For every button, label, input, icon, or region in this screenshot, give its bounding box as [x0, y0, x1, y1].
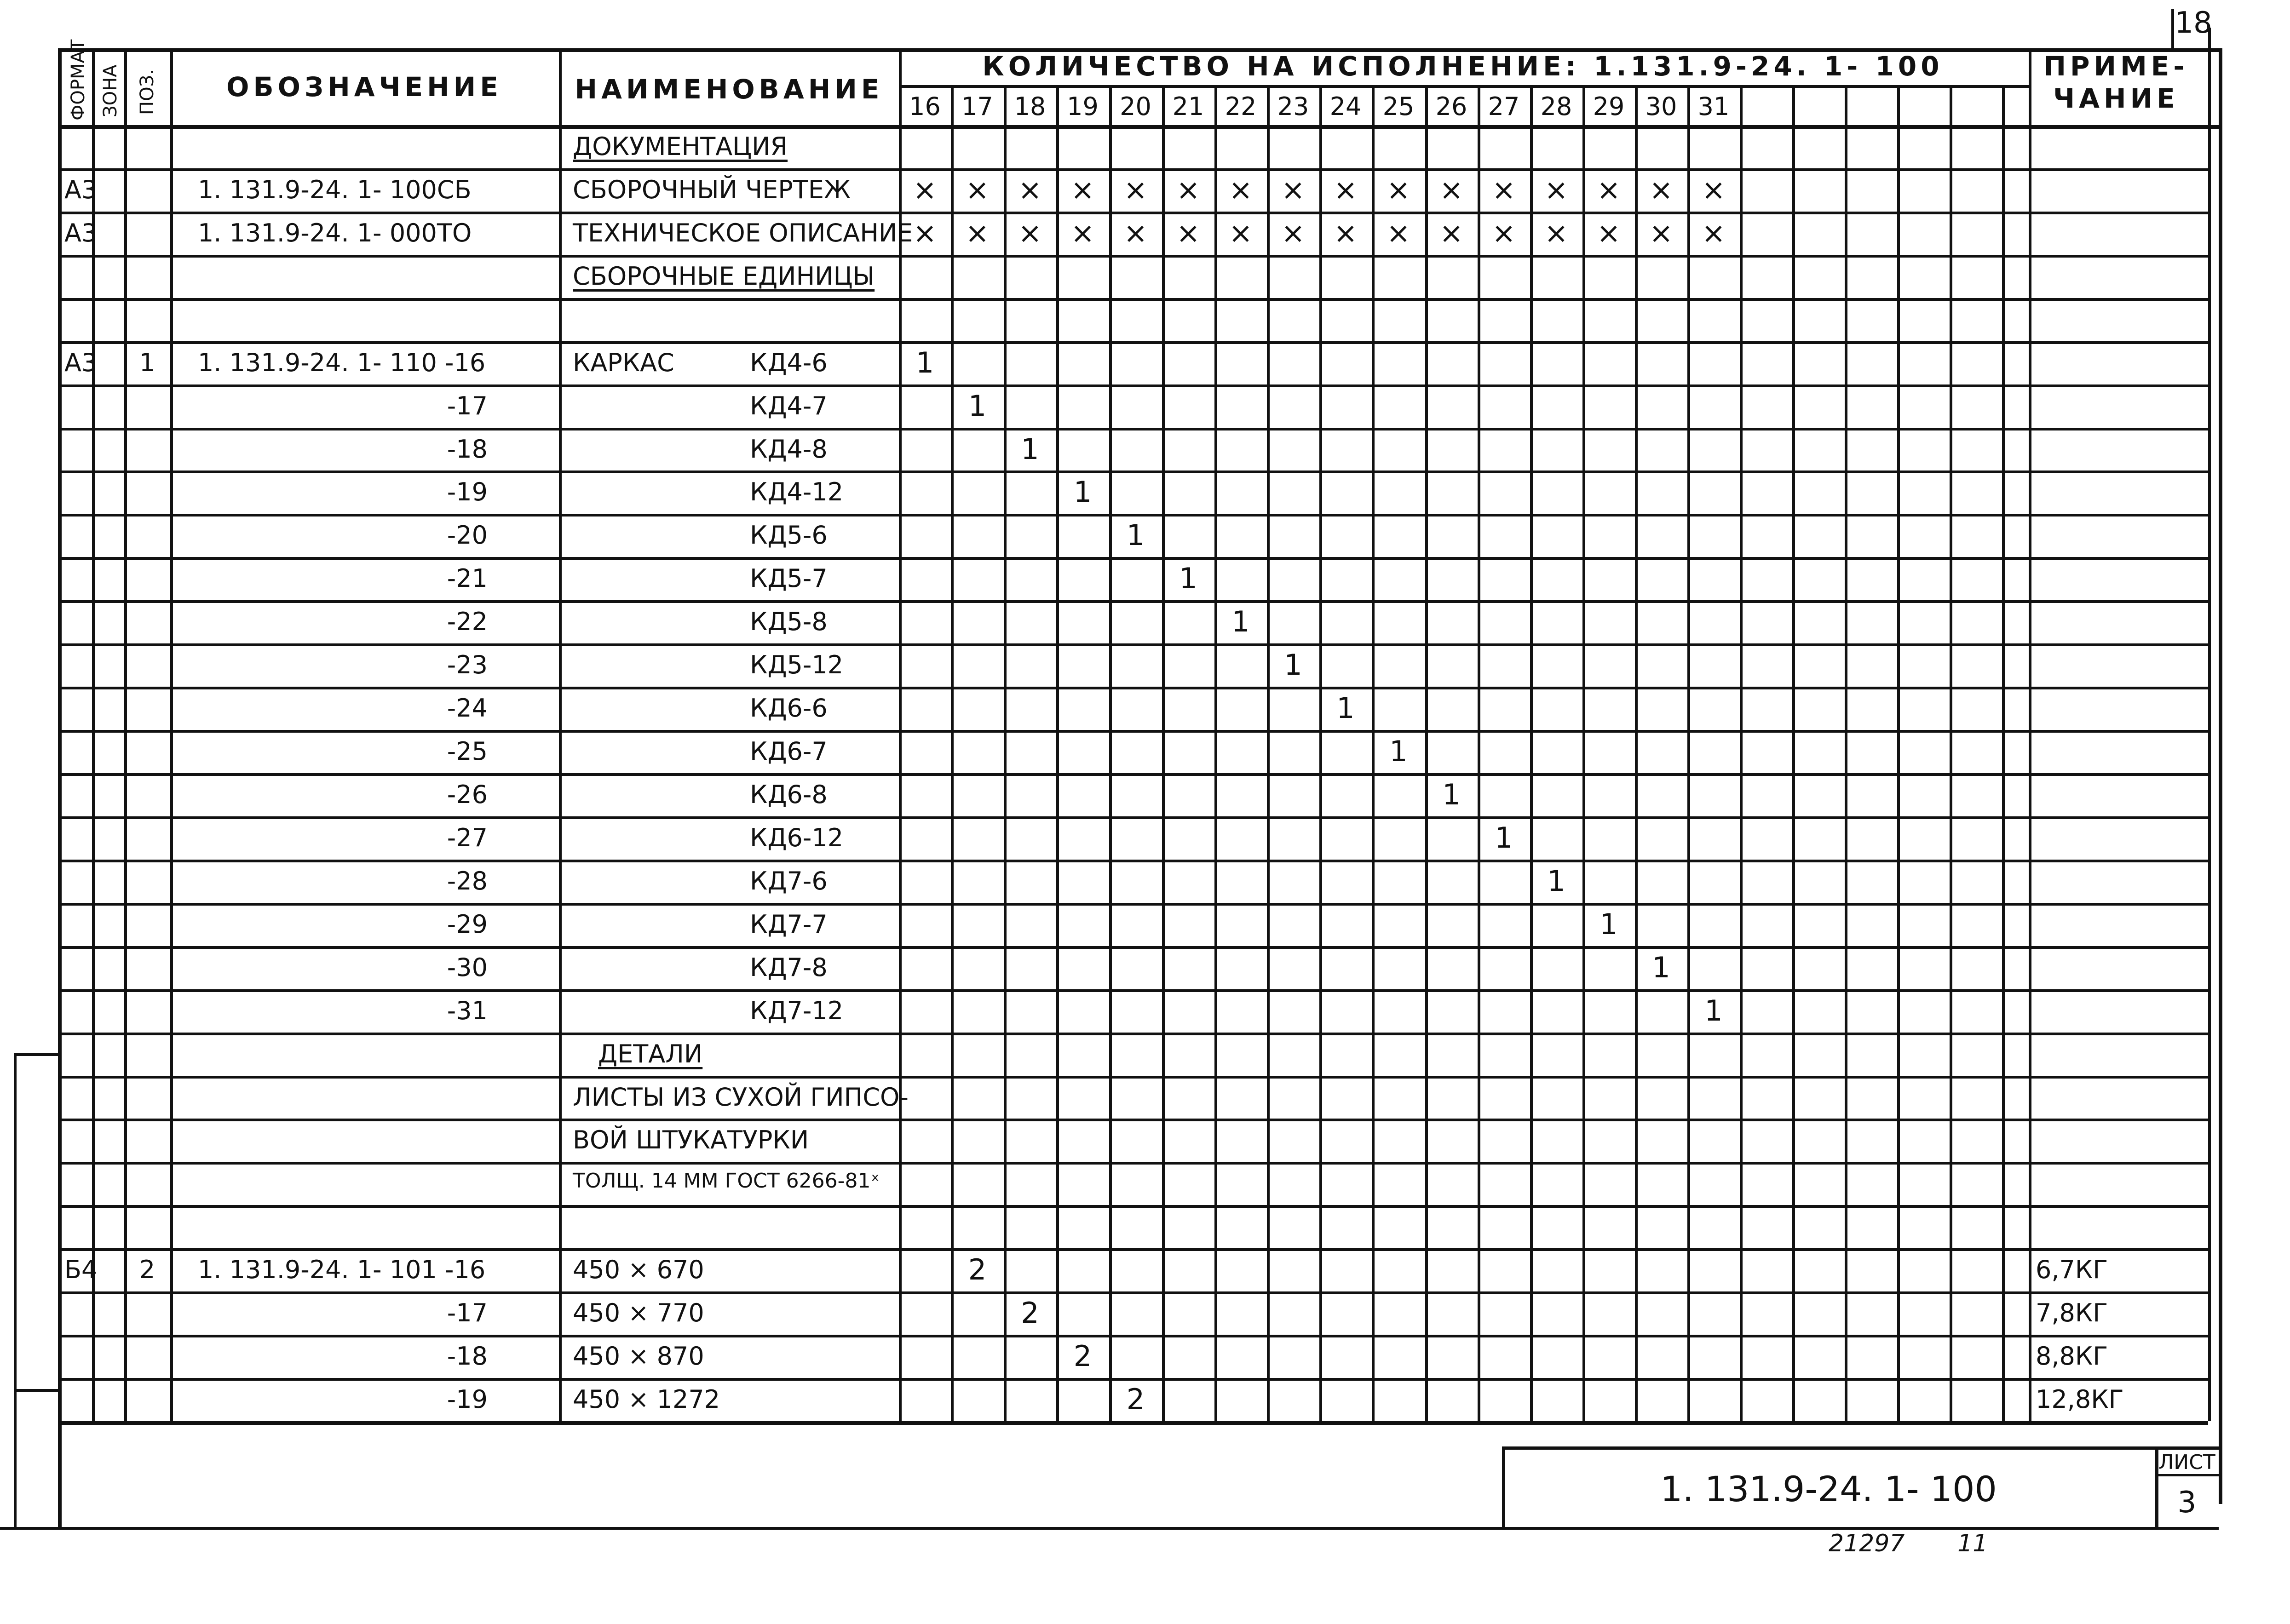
variant-column-header: 22	[1225, 92, 1257, 121]
mark-cross: ×	[1281, 172, 1305, 207]
variant-column-header: 21	[1172, 92, 1204, 121]
row-designation-suffix: -28	[447, 866, 488, 895]
quantity-value: 1	[1021, 432, 1039, 466]
mark-cross: ×	[1334, 172, 1358, 207]
row-designation-suffix: -17	[447, 1298, 488, 1328]
mark-cross: ×	[1387, 216, 1410, 250]
quantity-value: 1	[1126, 518, 1145, 552]
row-divider	[58, 989, 2208, 992]
variant-column-header: 20	[1120, 92, 1151, 121]
row-name-code: КД4-8	[750, 434, 828, 464]
quantity-value: 1	[1495, 821, 1513, 855]
row-name: КАРКАС	[573, 348, 674, 377]
grid-line-vertical	[1004, 85, 1007, 1421]
mark-cross: ×	[1018, 216, 1042, 250]
row-designation-suffix: -26	[447, 780, 488, 809]
row-name-code: КД7-12	[750, 996, 844, 1025]
quantity-value: 1	[1179, 562, 1197, 596]
row-name-code: КД6-7	[750, 737, 828, 766]
grid-line-vertical	[1792, 85, 1795, 1421]
frame-right-line	[2219, 48, 2222, 1504]
row-name: 450 × 670	[573, 1255, 704, 1285]
row-name-code: КД6-8	[750, 780, 828, 809]
row-divider	[58, 946, 2208, 949]
mark-cross: ×	[1439, 216, 1463, 250]
footer-code: 21297	[1829, 1530, 1905, 1557]
mark-cross: ×	[965, 216, 990, 250]
quantity-value: 1	[915, 345, 934, 379]
mark-cross: ×	[1492, 172, 1516, 207]
quantity-value: 1	[1547, 864, 1565, 898]
row-divider	[58, 168, 2208, 171]
mark-cross: ×	[1334, 216, 1358, 250]
variant-column-header: 27	[1488, 92, 1520, 121]
mark-cross: ×	[1649, 172, 1673, 207]
variant-column-header: 28	[1540, 92, 1572, 121]
row-designation-suffix: -30	[447, 953, 488, 982]
mark-cross: ×	[1281, 216, 1305, 250]
row-designation: 1. 131.9-24. 1- 101 -16	[198, 1255, 486, 1285]
quantity-value: 1	[1073, 475, 1092, 509]
header-note-line1: ПРИМЕ-	[2043, 51, 2189, 82]
mark-cross: ×	[1544, 172, 1568, 207]
quantity-value: 1	[1389, 735, 1408, 769]
grid-line-vertical	[1740, 85, 1743, 1421]
quantity-value: 1	[1231, 605, 1250, 639]
variant-column-header: 30	[1645, 92, 1677, 121]
frame-left-line	[58, 48, 62, 1527]
row-divider	[58, 600, 2208, 603]
row-divider	[58, 1162, 2208, 1165]
row-divider	[58, 1033, 2208, 1035]
row-name-code: КД4-6	[750, 348, 828, 377]
row-designation-suffix: -19	[447, 1385, 488, 1414]
row-divider	[58, 773, 2208, 776]
row-note: 12,8КГ	[2036, 1385, 2124, 1414]
section-title: СБОРОЧНЫЕ ЕДИНИЦЫ	[573, 261, 875, 291]
mark-cross: ×	[1123, 172, 1148, 207]
row-divider	[58, 687, 2208, 689]
row-note: 6,7КГ	[2036, 1255, 2108, 1285]
row-divider	[58, 1291, 2208, 1294]
variant-column-header: 29	[1593, 92, 1625, 121]
row-divider	[58, 471, 2208, 473]
quantity-value: 1	[1284, 648, 1302, 682]
binding-margin-tick	[14, 1389, 58, 1392]
row-divider	[58, 1378, 2208, 1381]
row-divider	[58, 730, 2208, 733]
grid-line-vertical	[1214, 85, 1217, 1421]
mark-cross: ×	[1439, 172, 1463, 207]
header-designation: ОБОЗНАЧЕНИЕ	[226, 71, 502, 103]
grid-line-vertical	[559, 48, 562, 1421]
row-divider	[58, 1248, 2208, 1251]
row-divider	[58, 860, 2208, 862]
variant-column-header: 18	[1014, 92, 1046, 121]
mark-cross: ×	[1597, 172, 1621, 207]
quantity-value: 2	[1021, 1296, 1039, 1330]
row-name-code: КД4-7	[750, 391, 828, 420]
mark-cross: ×	[913, 216, 937, 250]
row-designation-suffix: -24	[447, 694, 488, 723]
row-divider	[58, 341, 2208, 344]
quantity-value: 1	[968, 389, 987, 423]
binding-margin-line	[14, 1053, 17, 1527]
frame-right-inner-line	[2208, 28, 2211, 1421]
row-format: А3	[64, 218, 98, 247]
title-block-sheet-split	[2155, 1474, 2219, 1476]
title-block-code: 1. 131.9-24. 1- 100	[1660, 1469, 1997, 1509]
row-name-code: КД5-12	[750, 650, 844, 680]
grid-line-vertical	[1319, 85, 1322, 1421]
row-name: 450 × 1272	[573, 1385, 720, 1414]
grid-line-vertical	[951, 85, 954, 1421]
header-name: НАИМЕНОВАНИЕ	[575, 74, 884, 105]
quantity-value: 2	[1126, 1383, 1145, 1417]
row-designation-suffix: -20	[447, 521, 488, 550]
quantity-value: 2	[1073, 1339, 1092, 1373]
mark-cross: ×	[1702, 216, 1726, 250]
row-note: 7,8КГ	[2036, 1298, 2108, 1328]
variant-column-header: 31	[1697, 92, 1730, 121]
grid-line-vertical	[1635, 85, 1638, 1421]
row-divider	[58, 384, 2208, 387]
section-title: ДОКУМЕНТАЦИЯ	[573, 132, 788, 161]
grid-line-vertical	[1478, 85, 1480, 1421]
row-name-code: КД6-6	[750, 694, 828, 723]
mark-cross: ×	[1702, 172, 1726, 207]
title-block-left-line	[1502, 1446, 1505, 1527]
grid-line-vertical	[1425, 85, 1428, 1421]
row-divider	[58, 557, 2208, 560]
mark-cross: ×	[1176, 216, 1200, 250]
row-designation-suffix: -17	[447, 391, 488, 420]
row-name-code: КД7-8	[750, 953, 828, 982]
grid-line-vertical	[1897, 85, 1900, 1421]
row-format: А3	[64, 175, 98, 204]
table-bottom-line	[58, 1421, 2208, 1425]
row-designation-suffix: -22	[447, 607, 488, 637]
row-divider	[58, 903, 2208, 906]
row-divider	[58, 1335, 2208, 1337]
title-block-sheet-divider	[2155, 1446, 2158, 1527]
row-divider	[58, 1205, 2208, 1208]
header-pos-label: ПОЗ.	[137, 69, 158, 115]
row-name: ТЕХНИЧЕСКОЕ ОПИСАНИЕ	[573, 218, 913, 247]
row-name-code: КД5-8	[750, 607, 828, 637]
grid-line-vertical	[124, 48, 127, 1421]
header-note-line2: ЧАНИЕ	[2053, 83, 2179, 114]
row-note: 8,8КГ	[2036, 1342, 2108, 1371]
row-designation-suffix: -18	[447, 434, 488, 464]
grid-line-vertical	[1056, 85, 1059, 1421]
row-position: 2	[139, 1255, 155, 1285]
mark-cross: ×	[913, 172, 937, 207]
grid-line-vertical	[1950, 85, 1952, 1421]
row-designation: 1. 131.9-24. 1- 110 -16	[198, 348, 486, 377]
header-format-label: ФОРМАТ	[68, 39, 89, 121]
variant-column-header: 17	[961, 92, 993, 121]
quantity-value: 1	[1336, 691, 1355, 725]
quantity-value: 1	[1704, 993, 1723, 1027]
row-designation-suffix: -27	[447, 823, 488, 852]
mark-cross: ×	[1492, 216, 1516, 250]
mark-cross: ×	[1176, 172, 1200, 207]
grid-line-vertical	[1687, 85, 1690, 1421]
quantity-value: 1	[1652, 950, 1670, 984]
mark-cross: ×	[1597, 216, 1621, 250]
row-divider	[58, 514, 2208, 516]
row-position: 1	[139, 348, 155, 377]
row-name: 450 × 770	[573, 1298, 704, 1328]
mark-cross: ×	[1123, 216, 1148, 250]
row-divider	[58, 428, 2208, 430]
grid-line-vertical	[1267, 85, 1270, 1421]
variant-column-header: 23	[1277, 92, 1309, 121]
title-block-top-line	[1502, 1446, 2219, 1450]
mark-cross: ×	[1018, 172, 1042, 207]
mark-cross: ×	[1070, 172, 1095, 207]
grid-line-vertical	[1372, 85, 1375, 1421]
header-quantity-title: КОЛИЧЕСТВО НА ИСПОЛНЕНИЕ: 1.131.9-24. 1- 100	[982, 51, 1944, 82]
row-name: ЛИСТЫ ИЗ СУХОЙ ГИПСО-	[573, 1082, 909, 1112]
quantity-value: 2	[968, 1253, 987, 1287]
mark-cross: ×	[965, 172, 990, 207]
row-divider	[58, 1076, 2208, 1079]
row-format: А3	[64, 348, 98, 377]
quantity-value: 1	[1442, 777, 1461, 811]
row-divider	[58, 212, 2208, 214]
title-block-sheet-value: 3	[2177, 1486, 2197, 1520]
row-name-code: КД7-6	[750, 866, 828, 895]
section-title: ДЕТАЛИ	[598, 1039, 703, 1068]
row-designation-suffix: -25	[447, 737, 488, 766]
row-designation: 1. 131.9-24. 1- 100СБ	[198, 175, 472, 204]
row-designation-suffix: -18	[447, 1342, 488, 1371]
row-name: СБОРОЧНЫЙ ЧЕРТЕЖ	[573, 175, 851, 204]
grid-line-vertical	[2002, 85, 2005, 1421]
row-name: ВОЙ ШТУКАТУРКИ	[573, 1125, 809, 1155]
row-name-code: КД5-7	[750, 564, 828, 593]
row-divider	[58, 298, 2208, 301]
row-name: ТОЛЩ. 14 ММ ГОСТ 6266-81ˣ	[573, 1169, 880, 1193]
row-designation-suffix: -21	[447, 564, 488, 593]
quantity-value: 1	[1600, 907, 1618, 941]
row-name-code: КД6-12	[750, 823, 844, 852]
variant-column-header: 19	[1067, 92, 1099, 121]
row-divider	[58, 255, 2208, 258]
sheet-number-top: 18	[2175, 6, 2212, 40]
mark-cross: ×	[1229, 172, 1253, 207]
grid-line-vertical	[2029, 48, 2031, 1421]
mark-cross: ×	[1649, 216, 1673, 250]
mark-cross: ×	[1544, 216, 1568, 250]
grid-line-vertical	[170, 48, 173, 1421]
mark-cross: ×	[1387, 172, 1410, 207]
row-designation-suffix: -31	[447, 996, 488, 1025]
row-name-code: КД5-6	[750, 521, 828, 550]
row-designation-suffix: -23	[447, 650, 488, 680]
header-zone-label: ЗОНА	[100, 64, 121, 117]
variant-column-header: 26	[1435, 92, 1467, 121]
binding-margin-tick	[14, 1053, 58, 1056]
variant-column-header: 25	[1382, 92, 1415, 121]
grid-line-vertical	[1582, 85, 1585, 1421]
row-format: Б4	[64, 1255, 98, 1285]
row-designation-suffix: -29	[447, 909, 488, 939]
row-name-code: КД7-7	[750, 909, 828, 939]
variant-column-header: 16	[909, 92, 941, 121]
title-block-sheet-label: ЛИСТ	[2158, 1451, 2215, 1474]
grid-line-vertical	[1109, 85, 1112, 1421]
grid-line-vertical	[92, 48, 95, 1421]
header-bottom-line	[58, 125, 2219, 129]
grid-line-vertical	[1845, 85, 1847, 1421]
footer-number: 11	[1957, 1530, 1988, 1557]
mark-cross: ×	[1229, 216, 1253, 250]
variant-column-header: 24	[1329, 92, 1362, 121]
grid-line-vertical	[899, 48, 902, 1421]
row-divider	[58, 816, 2208, 819]
header-split-line	[899, 85, 2029, 88]
grid-line-vertical	[1162, 85, 1165, 1421]
row-divider	[58, 643, 2208, 646]
mark-cross: ×	[1070, 216, 1095, 250]
sheet-number-divider	[2171, 9, 2174, 48]
row-name-code: КД4-12	[750, 477, 844, 507]
row-divider	[58, 1119, 2208, 1121]
row-designation: 1. 131.9-24. 1- 000ТО	[198, 218, 472, 247]
row-designation-suffix: -19	[447, 477, 488, 507]
grid-line-vertical	[1530, 85, 1533, 1421]
row-name: 450 × 870	[573, 1342, 704, 1371]
